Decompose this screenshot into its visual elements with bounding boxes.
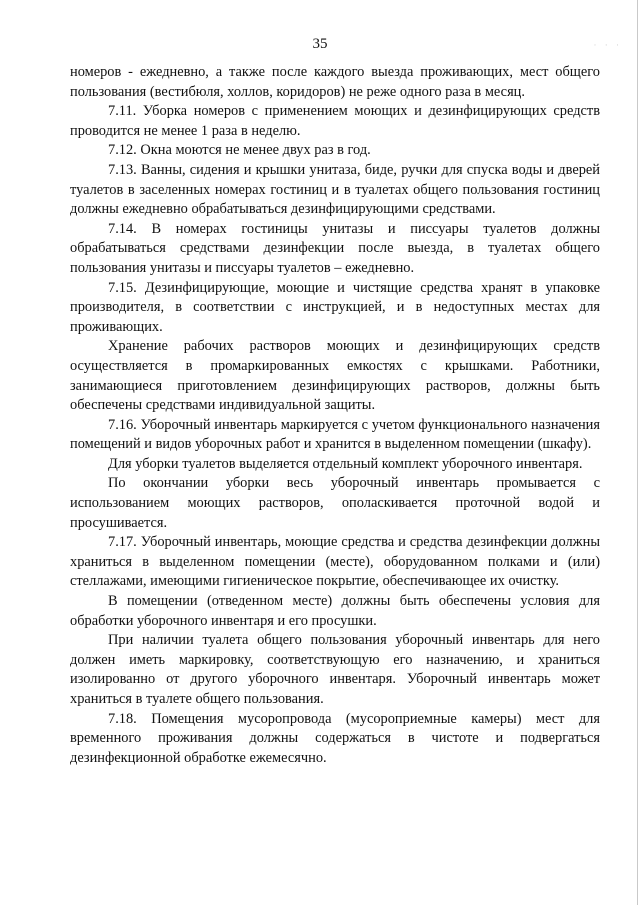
page-number: 35 <box>312 36 328 52</box>
paragraph-storage-solutions: Хранение рабочих растворов моющих и дезинфицирующих средств осуществляется в промаркированных емкостях с крышками. Работники, занимающиеся приготовлением дезинфицирующих растворов, должны быть обеспечены средствами индивидуальной защиты. <box>70 338 600 414</box>
scan-speck: · · · <box>593 40 622 50</box>
paragraph-processing-conditions: В помещении (отведенном месте) должны быть обеспечены условия для обработки уборочного инвентаря и его просушки. <box>70 593 600 629</box>
paragraph-7-14: 7.14. В номерах гостиницы унитазы и писсуары туалетов должны обрабатываться средствами дезинфекции после выезда, в туалетах общего пользования унитазы и писсуары туалетов – ежедневно. <box>70 220 600 276</box>
paragraph-public-toilet: При наличии туалета общего пользования уборочный инвентарь для него должен иметь маркировку, соответствующую его назначению, и храниться изолированно от другого уборочного инвентаря. Уборочный инвентарь может храниться в туалете общего пользования. <box>70 632 600 707</box>
paragraph-continuation: номеров - ежедневно, а также после каждого выезда проживающих, мест общего пользования (вестибюля, холлов, коридоров) не реже одного раза в месяц. <box>70 64 600 100</box>
body-text <box>70 63 600 768</box>
paragraph-toilet-kit: Для уборки туалетов выделяется отдельный комплект уборочного инвентаря. <box>108 455 583 472</box>
paragraph-7-18: 7.18. Помещения мусоропровода (мусороприемные камеры) мест для временного проживания должны содержаться в чистоте и подвергаться дезинфекционной обработке ежемесячно. <box>70 710 600 766</box>
page-edge-line <box>637 0 638 905</box>
paragraph-7-12: 7.12. Окна моются не менее двух раз в год. <box>108 142 371 159</box>
paragraph-7-13: 7.13. Ванны, сидения и крышки унитаза, биде, ручки для спуска воды и дверей туалетов в заселенных номерах гостиниц и в туалетах общего пользования гостиниц должны ежедневно обрабатываться дезинфицирующими средствами. <box>70 161 600 218</box>
paragraph-7-15: 7.15. Дезинфицирующие, моющие и чистящие средства хранят в упаковке производителя, в соответствии с инструкцией, и в недоступных местах для проживающих. <box>70 279 600 335</box>
paragraph-after-cleaning: По окончании уборки весь уборочный инвентарь промывается с использованием моющих растворов, ополаскивается проточной водой и просушивается. <box>70 475 600 531</box>
paragraph-7-11: 7.11. Уборка номеров с применением моющих и дезинфицирующих средств проводится не менее 1 раза в неделю. <box>70 103 600 139</box>
paragraph-7-16: 7.16. Уборочный инвентарь маркируется с учетом функционального назначения помещений и видов уборочных работ и хранится в выделенном помещении (шкафу). <box>70 416 600 453</box>
paragraph-7-17: 7.17. Уборочный инвентарь, моющие средства и средства дезинфекции должны храниться в выделенном помещении (месте), оборудованном полками и (или) стеллажами, имеющими гигиеническое покрытие, обеспечивающее их очистку. <box>70 534 600 590</box>
